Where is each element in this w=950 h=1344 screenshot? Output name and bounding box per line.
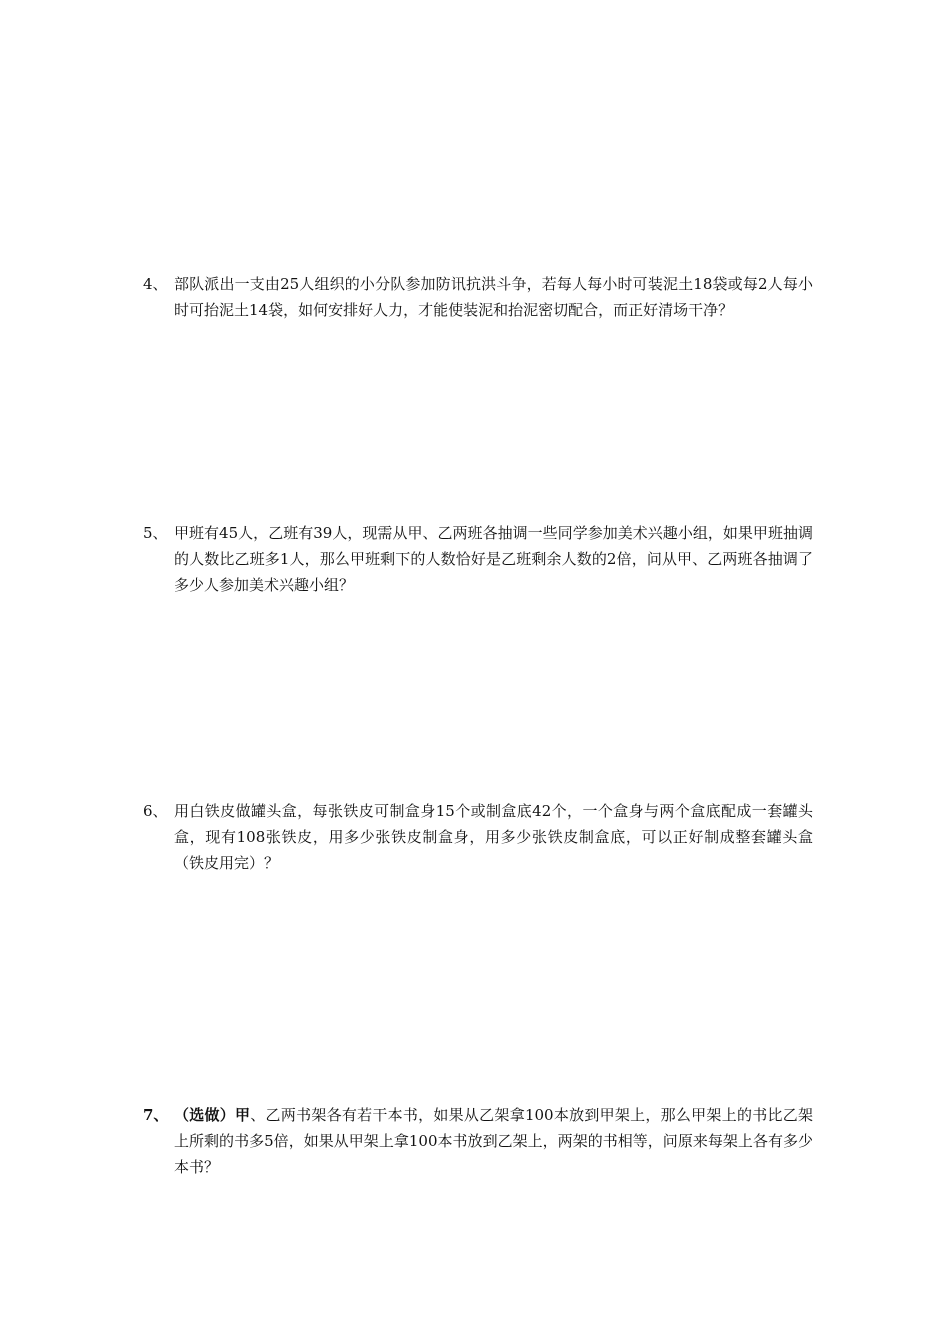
problem-6 xyxy=(143,798,813,876)
problem-text: 甲班有45人，乙班有39人，现需从甲、乙两班各抽调一些同学参加美术兴趣小组，如果甲班抽调的人数比乙班多1人，那么甲班剩下的人数恰好是乙班剩余人数的2倍，问从甲、乙两班各抽调了多少人参加美术兴趣小组？ xyxy=(174,524,813,594)
problem-number: 7、 xyxy=(143,1106,169,1124)
optional-tag: （选做）甲 xyxy=(174,1106,251,1124)
problem-number: 6、 xyxy=(143,802,168,820)
problem-text: 用白铁皮做罐头盒，每张铁皮可制盒身15个或制盒底42个，一个盒身与两个盒底配成一套罐头盒，现有108张铁皮，用多少张铁皮制盒身，用多少张铁皮制盒底，可以正好制成整套罐头盒（铁皮用完）？ xyxy=(174,802,813,872)
problem-body xyxy=(174,1102,813,1180)
problem-5 xyxy=(143,520,813,598)
problem-7 xyxy=(143,1102,813,1180)
problem-4 xyxy=(143,271,813,323)
problem-number: 4、 xyxy=(143,275,168,293)
problem-text: 部队派出一支由25人组织的小分队参加防讯抗洪斗争，若每人每小时可装泥土18袋或每2人每小时可抬泥土14袋，如何安排好人力，才能使装泥和抬泥密切配合，而正好清场干净？ xyxy=(174,275,813,319)
problem-number: 5、 xyxy=(143,524,168,542)
problem-text: 、乙两书架各有若干本书，如果从乙架拿100本放到甲架上，那么甲架上的书比乙架上所剩的书多5倍，如果从甲架上拿100本书放到乙架上，两架的书相等，问原来每架上各有多少本书？ xyxy=(174,1106,813,1176)
